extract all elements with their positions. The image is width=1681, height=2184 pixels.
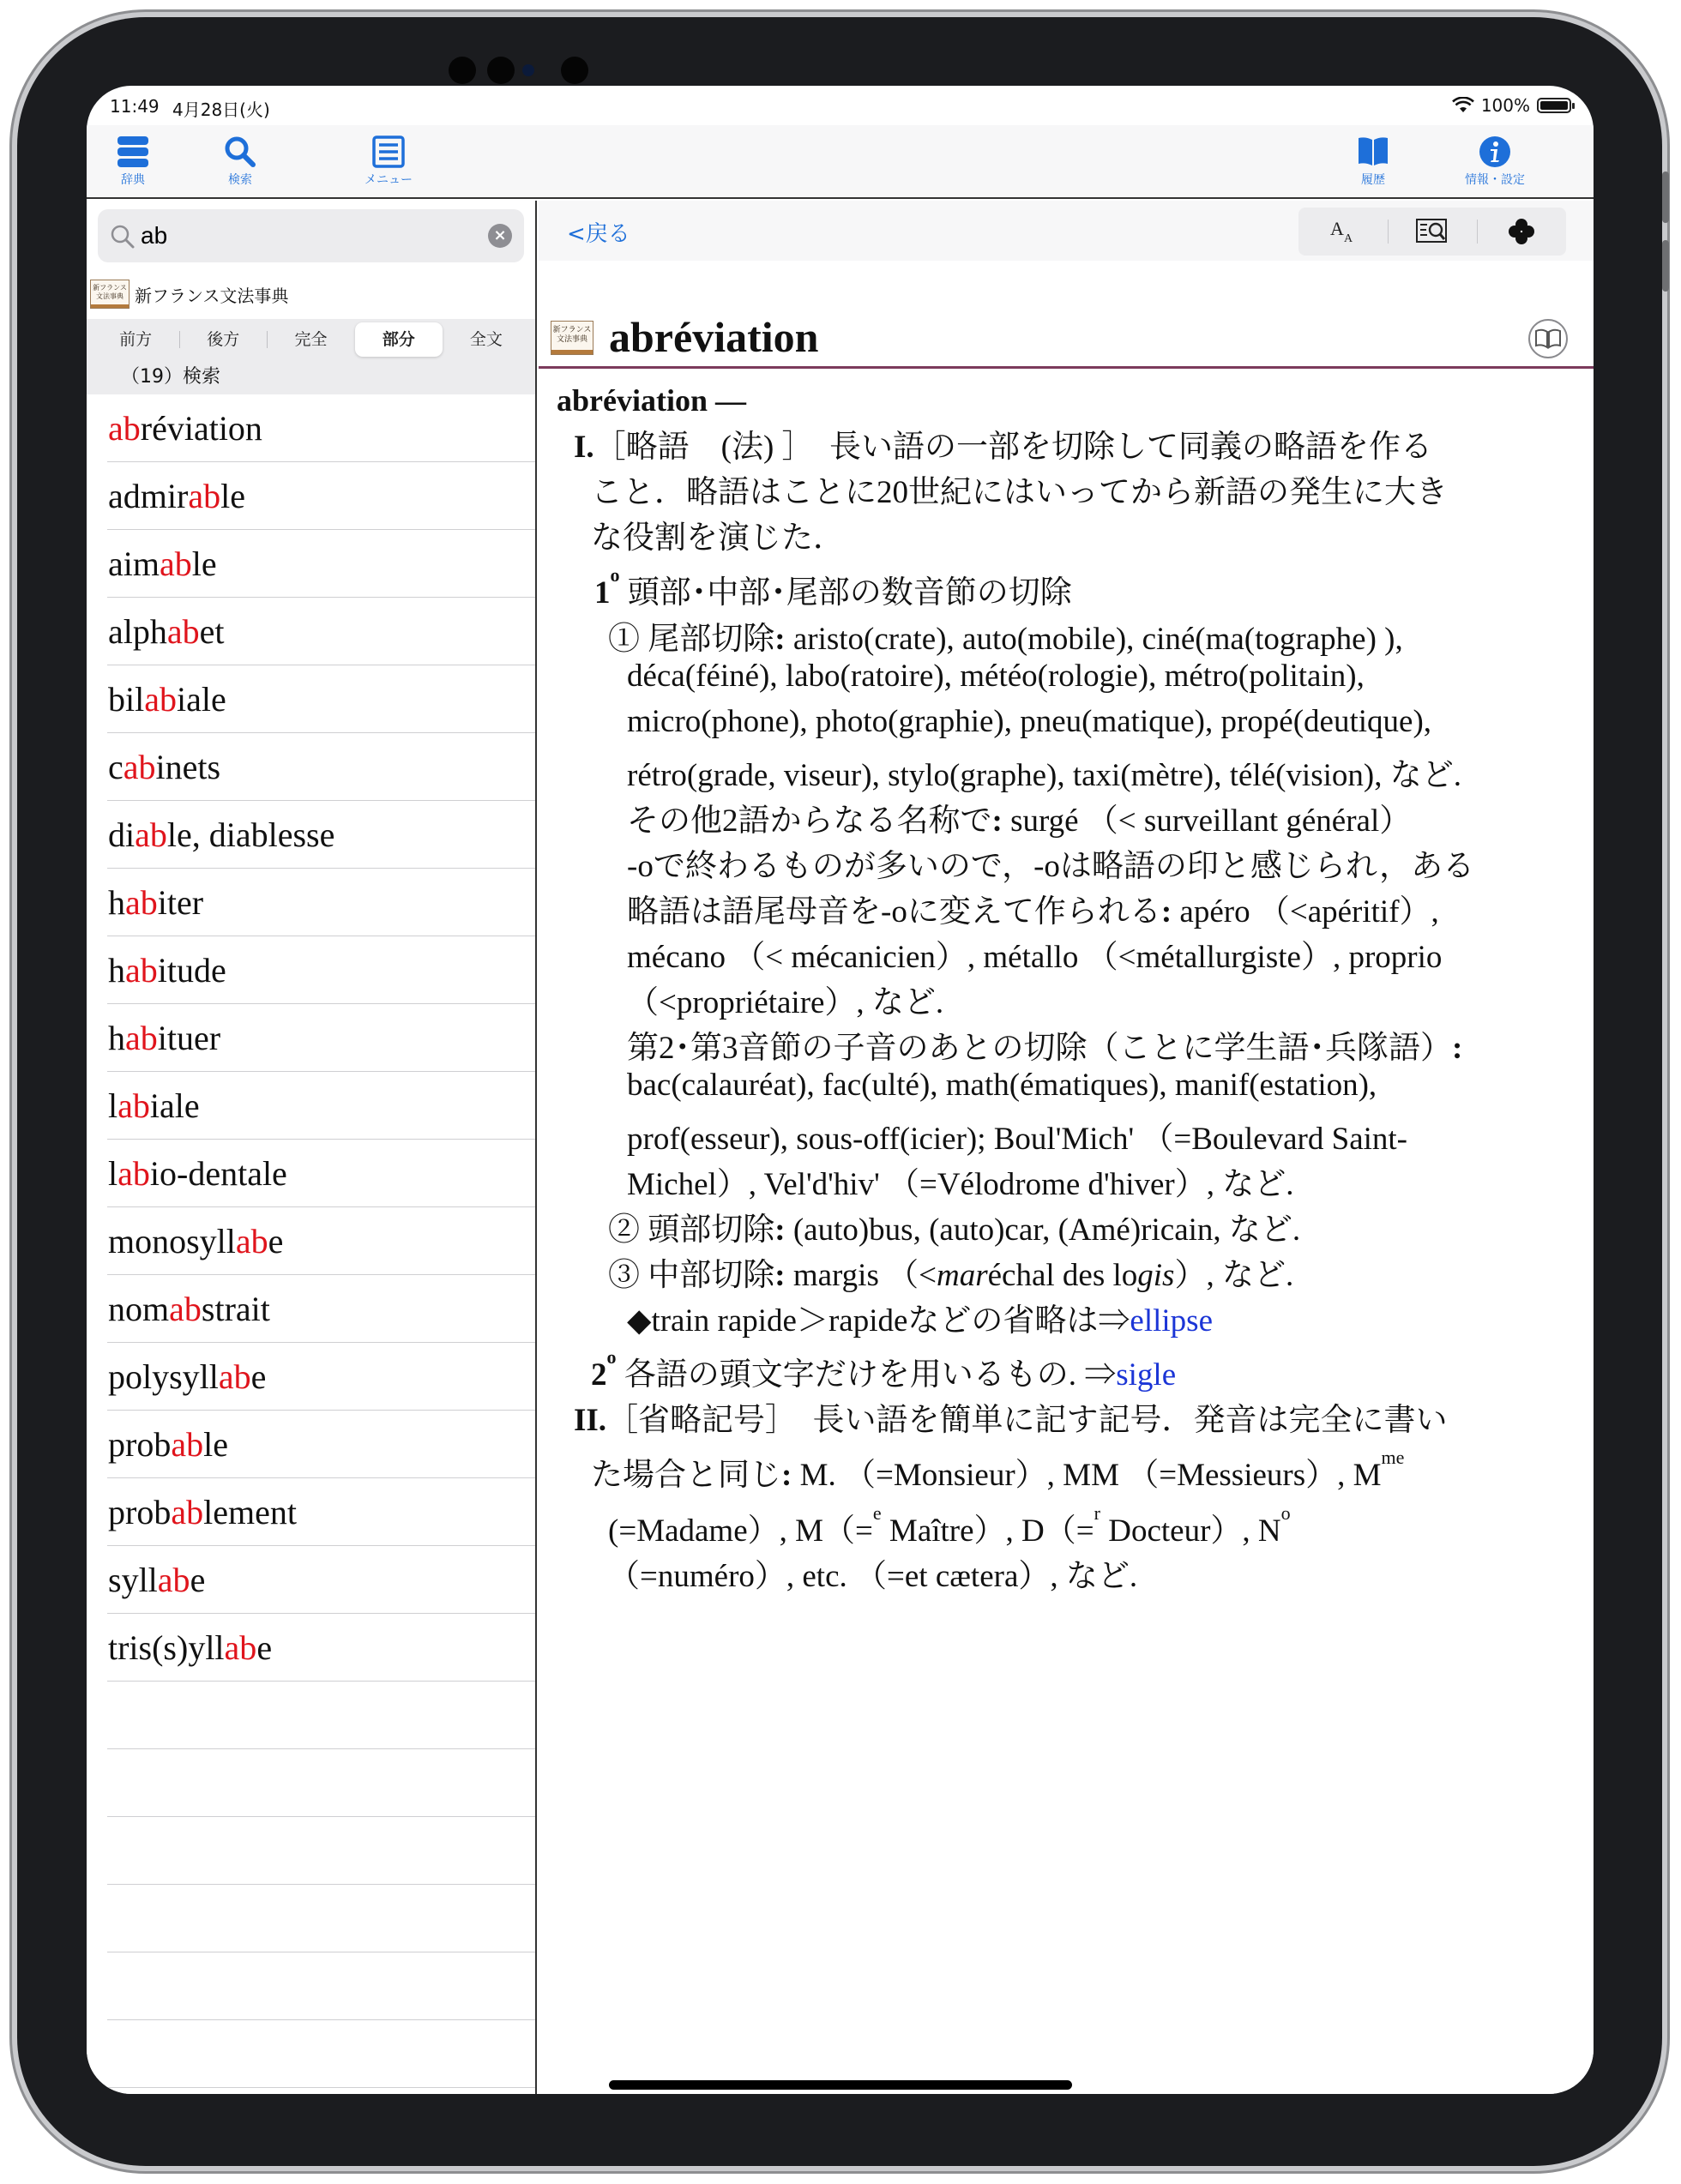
front-camera (449, 57, 476, 84)
results-count-header: （19）検索 (87, 360, 535, 394)
result-text: h (108, 950, 125, 990)
result-text: le (191, 544, 217, 583)
entry-line: bac(calauréat), fac(ulté), math(ématiques), manif(estation), (627, 1068, 1377, 1103)
result-item[interactable] (107, 665, 535, 733)
entry-title-bar (539, 305, 1594, 369)
match-mode-exact[interactable]: 完全 (267, 322, 354, 357)
result-item[interactable] (107, 598, 535, 665)
result-item[interactable] (107, 1546, 535, 1614)
entry-line: 略語は語尾母音を-oに変えて作られる: apéro （<apéritif）, (627, 894, 1439, 930)
result-text: lement (203, 1492, 297, 1531)
search-bar (98, 209, 524, 262)
entry-line: micro(phone), photo(graphie), pneu(matique), propé(deutique), (627, 704, 1432, 739)
empty-row (107, 1952, 535, 2020)
dictionary-logo: 新フランス 文法事典 (90, 280, 130, 309)
result-text: et (199, 611, 225, 651)
font-size-button[interactable] (1298, 208, 1388, 256)
entry-line: Michel）, Vel'd'hiv' （=Vélodrome d'hiver）, など. (627, 1167, 1294, 1202)
result-text: admir (108, 476, 189, 515)
result-text: iter (157, 882, 204, 922)
entry-line: ③ 中部切除: margis （<maréchal des logis）, など. (608, 1258, 1294, 1293)
category-label: た場合と同じ (591, 1458, 781, 1493)
battery-percent: 100% (1480, 95, 1530, 116)
font-size-icon (1329, 218, 1358, 245)
category-label: その他2語からなる名称で (627, 803, 992, 839)
result-item[interactable] (107, 1207, 535, 1275)
entry-text: ［略語 (法) ］ 長い語の一部を切除して同義の略語を作る (593, 430, 1433, 465)
entry-line (594, 566, 1072, 612)
result-item[interactable] (107, 1343, 535, 1411)
result-item[interactable] (107, 394, 535, 462)
battery-icon (1537, 98, 1571, 113)
search-sidebar (87, 201, 537, 2094)
entry-line: ② 頭部切除: (auto)bus, (auto)car, (Amé)ricain, など. (608, 1212, 1301, 1248)
result-item[interactable] (107, 1478, 535, 1546)
entry-headword: abréviation — (557, 383, 746, 418)
result-text: h (108, 1018, 125, 1057)
entry-line: た場合と同じ: M. （=Monsieur）, MM （=Messieurs）, $M^{me}$ (591, 1447, 1405, 1493)
ipad-screen (87, 86, 1594, 2094)
search-button[interactable] (202, 125, 279, 199)
result-match-highlight: ab (125, 882, 158, 922)
front-camera (561, 57, 588, 84)
result-item[interactable] (107, 1614, 535, 1682)
result-match-highlight: ab (159, 544, 192, 583)
search-icon (110, 224, 136, 250)
result-text: nom (108, 1289, 170, 1328)
result-item[interactable] (107, 1275, 535, 1343)
entry-line: （=numéro）, etc. （=et cætera）, など. (608, 1559, 1138, 1594)
result-text: prob (108, 1492, 172, 1531)
entry-tools (1298, 208, 1566, 256)
more-button[interactable] (1477, 208, 1566, 256)
result-text: e (190, 1560, 206, 1599)
result-match-highlight: ab (171, 1492, 204, 1531)
status-time: 11:49 (110, 96, 160, 117)
result-item[interactable] (107, 1411, 535, 1478)
result-item[interactable] (107, 801, 535, 869)
search-icon (223, 135, 257, 168)
dictionary-button[interactable] (94, 125, 172, 199)
result-text: e (250, 1357, 267, 1396)
result-text: réviation (140, 408, 262, 448)
entry-line: déca(féiné), labo(ratoire), météo(rologie), métro(politain), (627, 659, 1365, 694)
find-in-page-button[interactable] (1388, 208, 1477, 256)
subsection-number: 1 (594, 575, 611, 611)
result-item[interactable] (107, 1140, 535, 1207)
result-text: syll (108, 1560, 158, 1599)
result-item[interactable] (107, 733, 535, 801)
result-item[interactable] (107, 530, 535, 598)
svg-text:A: A (1330, 218, 1344, 239)
menu-button[interactable] (350, 125, 427, 199)
status-date: 4月28日(火) (172, 99, 270, 120)
open-book-icon (1534, 328, 1562, 350)
result-match-highlight: ab (166, 611, 200, 651)
camera-sensor (522, 64, 534, 76)
cross-reference-link[interactable]: ellipse (1130, 1303, 1213, 1339)
clover-icon (1507, 217, 1536, 246)
empty-row (107, 1749, 535, 1817)
result-text: di (108, 815, 136, 854)
result-text: l (108, 1153, 118, 1193)
open-book-button[interactable] (1528, 319, 1568, 358)
result-match-highlight: ab (218, 1357, 251, 1396)
empty-row (107, 1885, 535, 1952)
category-label: ① 尾部切除 (608, 622, 775, 657)
info-icon (1478, 135, 1512, 168)
cross-reference-link[interactable]: sigle (1116, 1357, 1177, 1393)
result-match-highlight: ab (117, 1153, 150, 1193)
menu-icon (371, 135, 406, 168)
dictionary-name: 新フランス文法事典 (135, 285, 289, 306)
result-text: le (203, 1424, 228, 1464)
entry-line: -oで終わるものが多いので，-oは略語の印と感じられ，ある (627, 849, 1475, 884)
entry-text: apéro （<apéritif）, (1179, 894, 1439, 930)
ordinal-mark: o (610, 564, 620, 586)
dictionary-label: 辞典 (121, 173, 145, 187)
result-item[interactable] (107, 936, 535, 1004)
info-settings-label: 情報・設定 (1465, 173, 1525, 187)
volume-button (1662, 240, 1669, 292)
results-list (107, 394, 535, 2088)
result-text: monosyll (108, 1221, 236, 1260)
menu-label: メニュー (365, 173, 413, 187)
entry-text: (auto)bus, (auto)car, (Amé)ricain, など. (792, 1212, 1301, 1248)
entry-text: surgé （< surveillant général） (1010, 803, 1412, 839)
result-text: tris(s)yll (108, 1627, 225, 1667)
empty-row (107, 2020, 535, 2088)
category-label: ② 頭部切除 (608, 1212, 775, 1248)
entry-title: abréviation (609, 313, 819, 361)
entry-line: ① 尾部切除: aristo(crate), auto(mobile), ciné(ma(tographe) ), (608, 622, 1403, 657)
result-text: l (108, 1086, 118, 1125)
result-item[interactable] (107, 462, 535, 530)
front-camera (487, 57, 515, 84)
history-label: 履歴 (1361, 173, 1385, 187)
dictionary-selector[interactable] (87, 273, 535, 316)
result-text: c (108, 747, 124, 786)
result-text: io-dentale (149, 1153, 287, 1193)
stacked-books-icon (116, 135, 150, 168)
entry-line: 第2･第3音節の子音のあとの切除（ことに学生語･兵隊語）: (627, 1031, 1463, 1066)
wifi-icon (1452, 97, 1474, 114)
result-text: strait (201, 1289, 270, 1328)
top-toolbar (87, 125, 1594, 199)
match-mode-suffix[interactable]: 後方 (179, 322, 267, 357)
entry-text: 頭部･中部･尾部の数音節の切除 (619, 575, 1072, 611)
dictionary-logo: 新フランス 文法事典 (551, 321, 593, 355)
search-label: 検索 (228, 173, 252, 187)
book-icon (1356, 135, 1390, 168)
match-mode-partial[interactable]: 部分 (355, 322, 443, 357)
match-mode-control (87, 319, 535, 360)
entry-line: rétro(grade, viseur), stylo(graphe), taxi(mètre), télé(vision), など. (627, 758, 1461, 793)
entry-line: (=Madame）, M（=$^e$ Maître）, D（=$^r$ Docteur）, $N^o$ (608, 1502, 1291, 1549)
empty-row (107, 1817, 535, 1885)
entry-detail (539, 201, 1594, 2094)
result-item[interactable] (107, 869, 535, 936)
entry-nav-bar (539, 201, 1594, 261)
history-button[interactable] (1335, 125, 1412, 199)
section-number: I. (574, 430, 594, 465)
result-match-highlight: ab (125, 950, 158, 990)
result-text: bil (108, 679, 145, 719)
category-label: 略語は語尾母音を-oに変えて作られる (627, 894, 1161, 930)
entry-line: prof(esseur), sous-off(icier); Boul'Mich' （=Boulevard Saint- (627, 1122, 1408, 1157)
result-match-highlight: ab (235, 1221, 268, 1260)
search-input[interactable] (141, 218, 467, 254)
status-bar (87, 86, 1594, 125)
match-mode-prefix[interactable]: 前方 (119, 330, 153, 349)
home-indicator[interactable] (609, 2080, 1072, 2090)
result-text: iale (177, 679, 226, 719)
result-text: itude (157, 950, 226, 990)
back-button[interactable]: <戻る (567, 221, 630, 247)
result-item[interactable] (107, 1072, 535, 1140)
category-label: ③ 中部切除 (608, 1258, 775, 1293)
result-match-highlight: ab (171, 1424, 204, 1464)
entry-line: こと．略語はことに20世紀にはいってから新語の発生に大き (591, 475, 1448, 510)
result-match-highlight: ab (224, 1627, 257, 1667)
result-text: iale (149, 1086, 200, 1125)
entry-line: 2$^o$ 各語の頭文字だけを用いるもの. ⇒sigle (591, 1346, 1177, 1393)
entry-line: な役割を演じた． (591, 520, 845, 556)
result-text: h (108, 882, 125, 922)
subsection-number: 2 (591, 1357, 607, 1393)
result-text: ituer (157, 1018, 221, 1057)
entry-line: その他2語からなる名称で: surgé （< surveillant général） (627, 803, 1412, 839)
match-mode-fulltext[interactable]: 全文 (469, 330, 503, 349)
result-match-highlight: ab (108, 408, 141, 448)
ordinal-mark: o (606, 1346, 617, 1368)
category-label: 第2･第3音節の子音のあとの切除（ことに学生語･兵隊語） (627, 1031, 1452, 1066)
result-match-highlight: ab (144, 679, 177, 719)
result-match-highlight: ab (157, 1560, 190, 1599)
result-text: e (256, 1627, 273, 1667)
entry-line: mécano （< mécanicien）, métallo （<métallurgiste）, proprio (627, 940, 1443, 975)
svg-text:A: A (1344, 232, 1353, 245)
entry-line: （<propriétaire）, など. (627, 985, 944, 1020)
section-number: II. (574, 1403, 607, 1438)
result-match-highlight: ab (169, 1289, 202, 1328)
result-text: e (268, 1221, 284, 1260)
entry-line: ◆train rapide＞rapideなどの省略は⇒ellipse (627, 1303, 1213, 1339)
result-text: alph (108, 611, 167, 651)
info-settings-button[interactable] (1456, 125, 1533, 199)
result-text: inets (155, 747, 221, 786)
clear-search-icon[interactable]: × (488, 224, 512, 248)
find-in-page-icon (1415, 218, 1449, 245)
result-match-highlight: ab (125, 1018, 158, 1057)
entry-line (574, 420, 1432, 466)
battery-fill (1540, 101, 1568, 110)
entry-line: II.［省略記号］ 長い語を簡単に記す記号．発音は完全に書い (574, 1403, 1448, 1438)
volume-button (1662, 171, 1669, 223)
result-match-highlight: ab (117, 1086, 150, 1125)
result-item[interactable] (107, 1004, 535, 1072)
entry-text: aristo(crate), auto(mobile), ciné(ma(tographe) ), (792, 622, 1403, 657)
result-text: le, diablesse (166, 815, 335, 854)
empty-row (107, 1682, 535, 1749)
result-text: le (220, 476, 245, 515)
result-match-highlight: ab (123, 747, 156, 786)
result-text: prob (108, 1424, 172, 1464)
result-text: polysyll (108, 1357, 219, 1396)
result-match-highlight: ab (135, 815, 167, 854)
result-text: aim (108, 544, 160, 583)
result-match-highlight: ab (188, 476, 221, 515)
